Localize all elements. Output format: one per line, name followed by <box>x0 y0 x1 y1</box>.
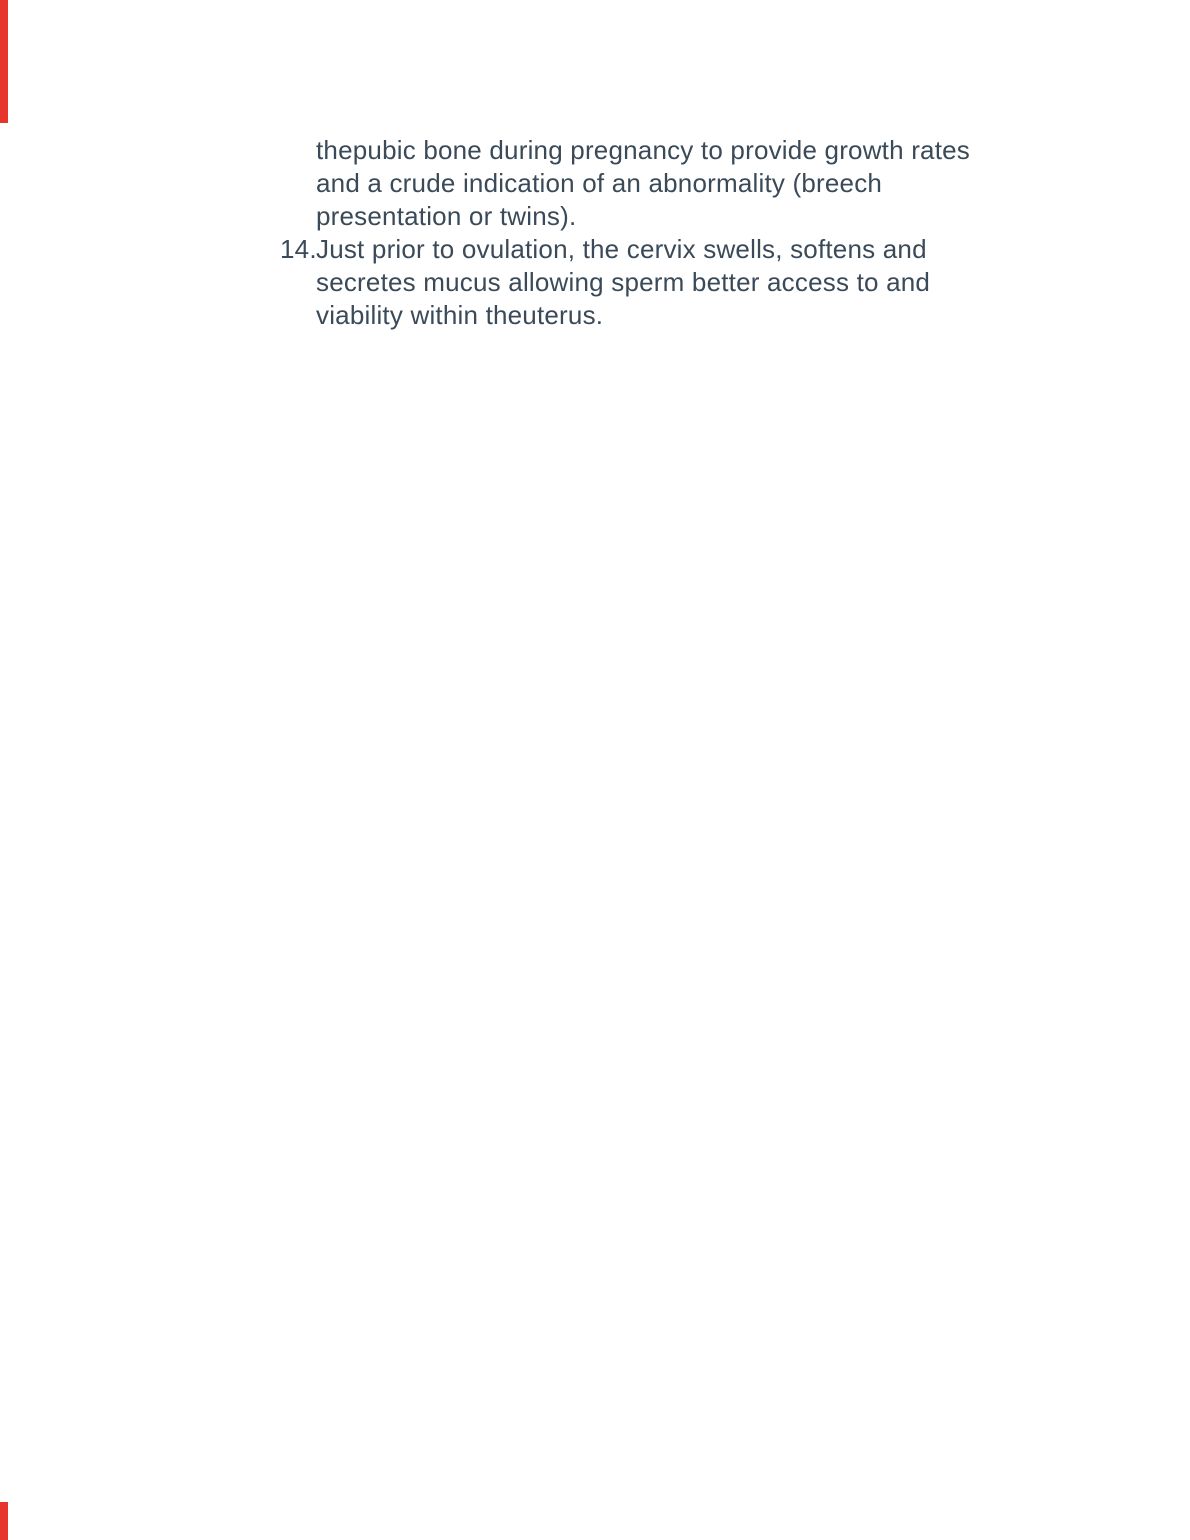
list-item-13-continuation <box>280 134 1100 233</box>
list-item-14 <box>280 233 1100 332</box>
text-line: secretes mucus allowing sperm better access to and <box>316 267 931 297</box>
red-edge-mark-top <box>0 0 8 123</box>
text-line: and a crude indication of an abnormality (breech <box>316 168 883 198</box>
text-line: thepubic bone during pregnancy to provide growth rates <box>316 135 970 165</box>
numbered-list-text-block <box>280 134 1100 332</box>
text-line: Just prior to ovulation, the cervix swells, softens and <box>316 234 927 264</box>
text-line: viability within theuterus. <box>316 300 604 330</box>
text-line: presentation or twins). <box>316 201 577 231</box>
red-edge-mark-bottom <box>0 1502 8 1540</box>
list-item-number: 14. <box>280 234 317 264</box>
